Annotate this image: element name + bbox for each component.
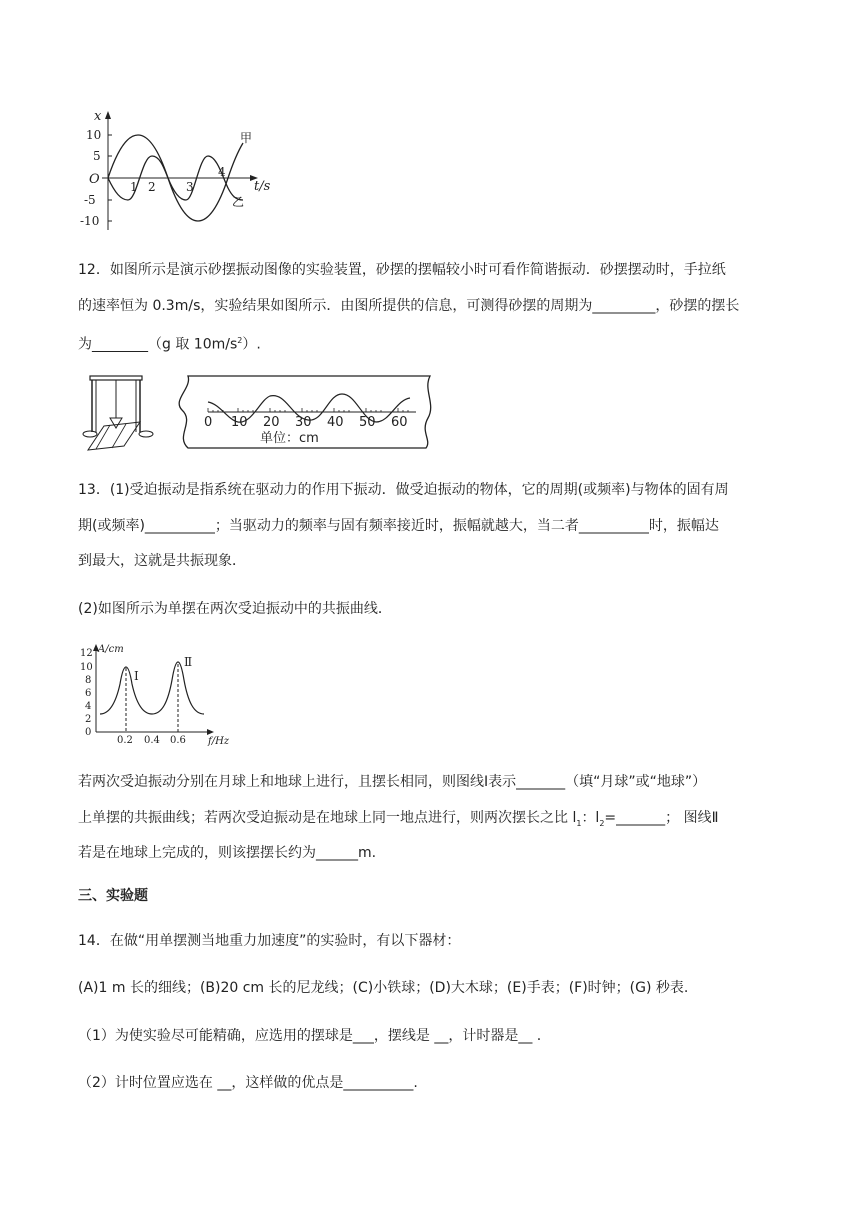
curve-label-I: Ⅰ	[134, 669, 139, 683]
q13b-line3: 若是在地球上完成的，则该摆摆长约为______m.	[78, 845, 377, 861]
y-tick-10: 10	[80, 662, 93, 673]
section-title: 三、实验题	[78, 888, 148, 904]
y-tick-4: 4	[85, 701, 92, 712]
x-tick-0-4: 0.4	[144, 735, 160, 746]
ruler-unit: 单位：cm	[260, 431, 319, 446]
curve-label-II: Ⅱ	[184, 655, 193, 669]
q12-line2: 的速率恒为 0.3m/s，实验结果如图所示．由图所提供的信息，可测得砂摆的周期为_________，砂摆的摆长	[78, 298, 740, 314]
q13b-line2	[78, 808, 719, 834]
x-tick-0-6: 0.6	[170, 735, 186, 746]
label-jia: 甲	[240, 131, 253, 145]
q13b-line2-mid: ：l	[581, 810, 600, 826]
y-tick-12: 12	[80, 648, 93, 659]
resonance-curve-graph	[78, 642, 238, 747]
axis-label-A: A/cm	[98, 644, 124, 655]
y-tick-6: 6	[85, 688, 92, 699]
x-tick-3: 3	[186, 180, 194, 194]
q14-line1: 14．在做“用单摆测当地重力加速度”的实验时，有以下器材：	[78, 933, 461, 949]
q14-line2: (A)1 m 长的细线；(B)20 cm 长的尼龙线；(C)小铁球；(D)大木球；(E)手表；(F)时钟；(G) 秒表.	[78, 980, 689, 996]
ruler-tick-10: 10	[231, 415, 248, 430]
q13-line1: 13．(1)受迫振动是指系统在驱动力的作用下振动．做受迫振动的物体，它的周期(或频率)与物体的固有周	[78, 482, 729, 498]
subscript-1: 1	[576, 818, 582, 828]
ruler-tick-60: 60	[391, 415, 408, 430]
ruler-tick-20: 20	[263, 415, 280, 430]
x-tick-4: 4	[218, 165, 226, 179]
x-tick-0-2: 0.2	[117, 735, 133, 746]
axis-label-t: t/s	[254, 179, 271, 194]
q13b-line2-end: =_______； 图线Ⅱ	[604, 810, 719, 826]
label-yi: 乙	[232, 195, 245, 209]
origin-label: O	[89, 172, 100, 187]
y-tick-8: 8	[85, 675, 92, 686]
y-tick-neg10: -10	[80, 214, 100, 228]
y-tick-neg5: -5	[84, 193, 96, 207]
ruler-tick-40: 40	[327, 415, 344, 430]
q13-line4: (2)如图所示为单摆在两次受迫振动中的共振曲线．	[78, 601, 392, 617]
q12-line3	[78, 331, 261, 355]
y-tick-5: 5	[93, 149, 101, 163]
q14-line3: （1）为使实验尽可能精确，应选用的摆球是___，摆线是 __，计时器是__ .	[78, 1028, 542, 1044]
q13b-line1: 若两次受迫振动分别在月球上和地球上进行，且摆长相同，则图线Ⅰ表示_______（填“月球”或“地球”）	[78, 774, 707, 790]
q12-line1: 12．如图所示是演示砂摆振动图像的实验装置，砂摆的摆幅较小时可看作简谐振动．砂摆摆动时，手拉纸	[78, 262, 726, 278]
y-tick-0: 0	[85, 727, 92, 738]
x-tick-2: 2	[148, 180, 156, 194]
y-tick-2: 2	[85, 714, 92, 725]
subscript-2: 2	[599, 818, 605, 828]
oscillation-graph	[80, 108, 290, 238]
q13-line3: 到最大，这就是共振现象．	[78, 553, 246, 569]
q12-line3-end: ）.	[242, 336, 261, 353]
q12-line3-text: 为________（g 取 10m/s	[78, 336, 238, 353]
q14-line4: （2）计时位置应选在 __，这样做的优点是__________.	[78, 1075, 418, 1091]
superscript: 2	[237, 336, 243, 345]
ruler-tick-30: 30	[295, 415, 312, 430]
q13b-line2-text: 上单摆的共振曲线；若两次受迫振动是在地球上同一地点进行，则两次摆长之比 l	[78, 810, 577, 826]
sand-pendulum-figure	[80, 370, 440, 460]
axis-label-f: f/Hz	[208, 736, 230, 747]
y-tick-10: 10	[86, 128, 102, 142]
q13-line2: 期(或频率)__________；当驱动力的频率与固有频率接近时，振幅就越大，当二者__________时，振幅达	[78, 518, 719, 534]
ruler-tick-50: 50	[359, 415, 376, 430]
ruler-tick-0: 0	[204, 415, 213, 430]
x-tick-1: 1	[130, 180, 138, 194]
axis-label-x: x	[94, 109, 102, 124]
